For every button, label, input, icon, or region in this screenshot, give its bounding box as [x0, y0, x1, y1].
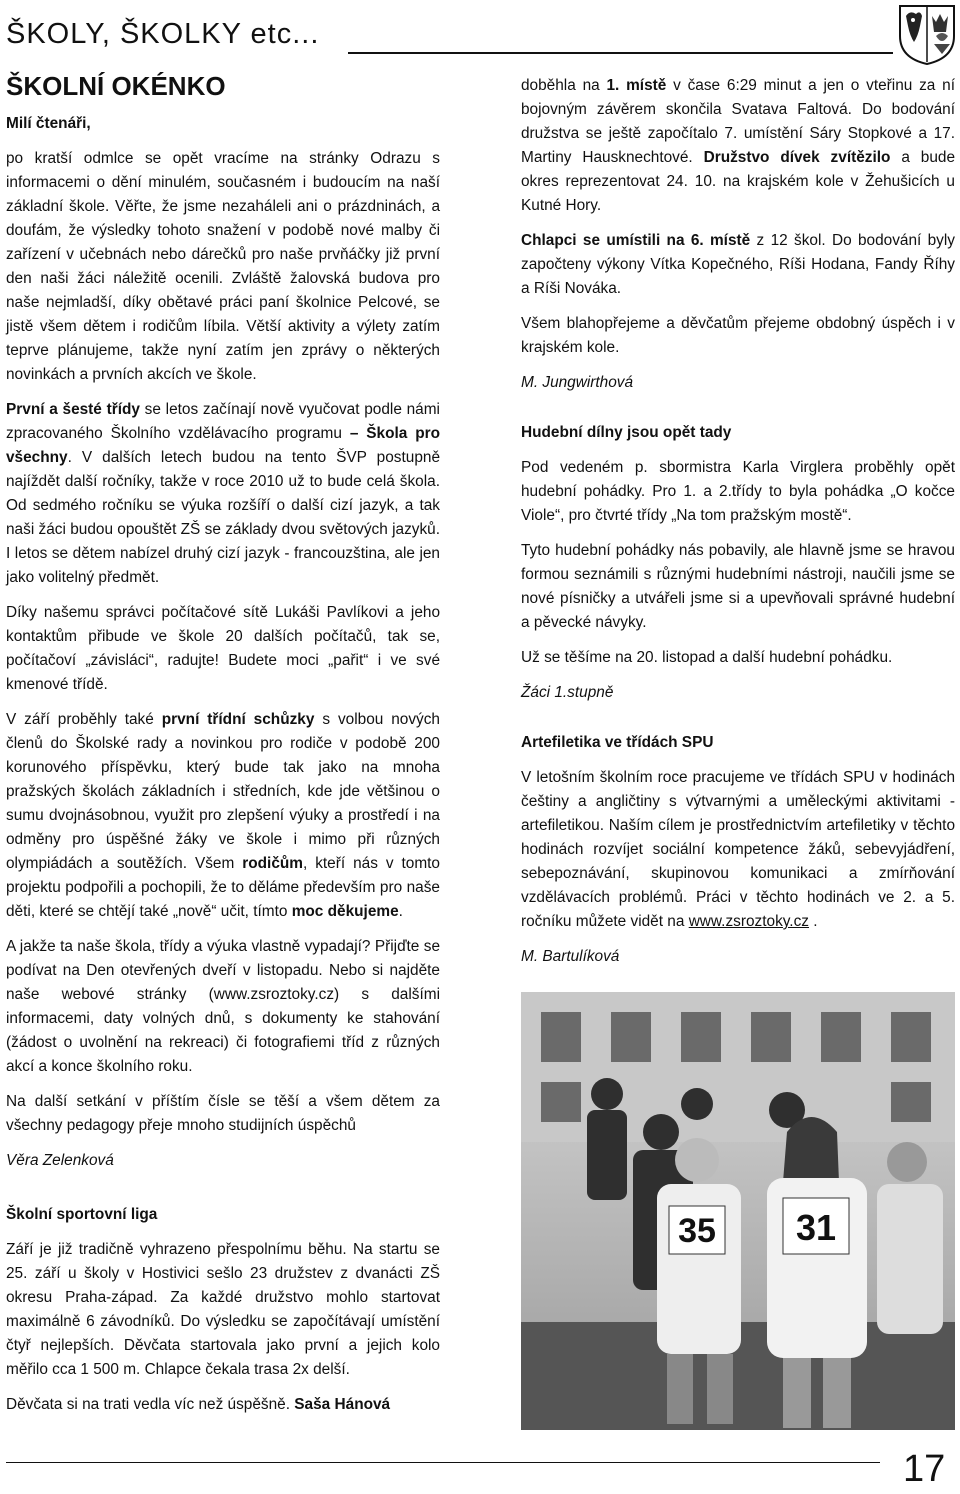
municipal-crest-icon	[896, 2, 958, 66]
greeting: Milí čtenáři,	[6, 115, 91, 132]
signature-bartulikova: M. Bartulíková	[521, 948, 620, 965]
page-number: 17	[903, 1448, 946, 1490]
paragraph-computers: Díky našemu správci počítačové sítě Lukáši Pavlíkovi a jeho kontaktům přibude ve škole 20 dalších počítačů, tak se, počítačoví „závisláci“, radujte! Budete moci „pařit“ i ve své kmenové třídě.	[6, 604, 440, 693]
bib-number-right: 31	[795, 1207, 837, 1248]
paragraph-meetings: V září proběhly také první třídní schůzky s volbou nových členů do Školské rady a novinkou pro rodiče v podobě 200 korunového příspěvku, který bude tak jako na mnoha pražských školách základních i středních, kde jde většinou o sumu dvojnásobnou, využit pro zlepšení výuky a prostředí i na odměny pro úspěšné žáky ve škole i mimo při různých olympiádách a soutěžích. Všem rodičům, kteří nás v tomto projektu podpořili a pochopili, že to děláme především pro naše děti, které se chtějí také „nově“ učit, tímto moc děkujeme.	[6, 711, 440, 920]
section-header: ŠKOLY, ŠKOLKY etc...	[6, 18, 320, 50]
sport-title: Školní sportovní liga	[6, 1206, 158, 1223]
paragraph-music-3: Už se těšíme na 20. listopad a další hudební pohádku.	[521, 649, 893, 666]
header-rule	[348, 52, 893, 54]
paragraph-music-1: Pod vedeném p. sbormistra Karla Virglera proběhly opět hudební pohádky. Pro 1. a 2.třídy to byla pohádka „O kočce Viole“, pro čtvrté třídy „Na tom pražským mostě“.	[521, 459, 955, 524]
article-title: ŠKOLNÍ OKÉNKO	[6, 71, 226, 101]
team-photo-illustration	[521, 992, 955, 1430]
paragraph-girls-result: doběhla na 1. místě v čase 6:29 minut a jen o vteřinu za ní bojovným závěrem skončila Svatava Faltová. Do bodování družstva se ještě započítalo 7. umístění Sáry Stopkové a 17. Martiny Hausknechtové. Družstvo dívek zvítězilo a bude okres reprezentovat 24. 10. na krajském kole v Žehušicích u Kutné Hory.	[521, 77, 956, 214]
music-title: Hudební dílny jsou opět tady	[521, 424, 732, 441]
paragraph-sport-girls: Děvčata si na trati vedla víc než úspěšně. Saša Hánová	[6, 1396, 391, 1413]
bib-number-left: 35	[678, 1212, 716, 1250]
signature-jungwirthova: M. Jungwirthová	[521, 374, 634, 391]
paragraph-boys-result: Chlapci se umístili na 6. místě z 12 škol. Do bodování byly započteny výkony Vítka Kopečného, Ríši Hodana, Fandy Říhy a Ríši Nováka.	[521, 232, 955, 297]
paragraph-svp: První a šesté třídy se letos začínají nově vyučovat podle námi zpracovaného Školního vzdělávacího programu – Škola pro všechny. V dalších letech budou na tento ŠVP postupně najíždět další ročníky, takže v roce 2010 už to bude celá škola. Od sedmého ročníku se výuka rozšíří o další cizí jazyk, a tak naši žáci budou opouštět ZŠ se základy dvou světových jazyků. I letos se dětem nabízel druhý cizí jazyk - francouzština, ale jen jako volitelný předmět.	[6, 401, 441, 586]
paragraph-music-2: Tyto hudební pohádky nás pobavily, ale hlavně jsme se hravou formou seznámili s různými hudebními nástroji, naučili jsme se nové písničky a utvářeli jsme si a upevňovali správné hudební a pěvecké návyky.	[521, 542, 955, 631]
right-column	[521, 74, 955, 980]
art-title: Artefiletika ve třídách SPU	[521, 734, 714, 751]
signature-zelenkova: Věra Zelenková	[6, 1152, 114, 1169]
paragraph-open-day: A jakže ta naše škola, třídy a výuka vlastně vypadají? Přijďte se podívat na Den otevřených dveří v listopadu. Nebo si najděte naše webové stránky (www.zsroztoky.cz) s dalšími informacemi, daty volných dnů, s dokumenty ke stahování (žádost o uvolnění na rekreaci) či fotografiemi tříd z různých akcí a konce školního roku.	[6, 938, 440, 1075]
paragraph-congrats: Všem blahopřejeme a děvčatům přejeme obdobný úspěch i v krajském kole.	[521, 315, 955, 356]
paragraph-intro: po kratší odmlce se opět vracíme na stránky Odrazu s informacemi o dění minulém, současném i budoucím na naší základní škole. Věřte, že jsme nezaháleli ani o prázdninách, a doufám, že výsledky tohoto snažení v podobě nové malby či zařízení v učebnách nebo dárečků pro naše prvňáčky již první den naši žáci náležitě ocenili. Zvláště žalovská budova pro naše nejmladší, díky obětavé práci paní školnice Pelcové, se jistě všem dětem i rodičům líbila. Větší aktivity a výlety zatím teprve plánujeme, takže nyní zatím jen zprávy o některých novinkách a prvních akcích ve škole.	[6, 150, 440, 383]
footer-rule	[6, 1462, 880, 1463]
website-link[interactable]: www.zsroztoky.cz	[688, 913, 809, 930]
paragraph-art: V letošním školním roce pracujeme ve třídách SPU v hodinách češtiny a angličtiny s výtvarnými a uměleckými aktivitami - artefiletikou. Naším cílem je prostřednictvím artefiletiky v těchto hodinách rozvíjet sociální kompetence žáků, sebevyjádření, sebepoznávání, skupinovou komunikaci a zmírňování vzdělávacích problémů. Práci v těchto hodinách ve 2. a 5. ročníku můžete vidět na www.zsroztoky.cz .	[521, 769, 955, 930]
paragraph-sport: Září je již tradičně vyhrazeno přespolnímu běhu. Na startu se 25. září u školy v Hostivici sešlo 23 družstev z dvanácti ZŠ okresu Praha-západ. Za každé družstvo mohlo startovat maximálně 6 závodníků. Do výsledku se započítávají umístění čtyř nejlepších. Děvčata startovala jako první a jejich kolo měřilo cca 1 500 m. Chlapce čekala trasa 2x delší.	[6, 1241, 440, 1378]
team-photo	[521, 992, 955, 1430]
paragraph-closing: Na další setkání v příštím čísle se těší a všem dětem za všechny pedagogy přeje mnoho studijních úspěchů	[6, 1093, 440, 1134]
left-column	[6, 70, 440, 1428]
signature-zaci: Žáci 1.stupně	[521, 684, 614, 701]
